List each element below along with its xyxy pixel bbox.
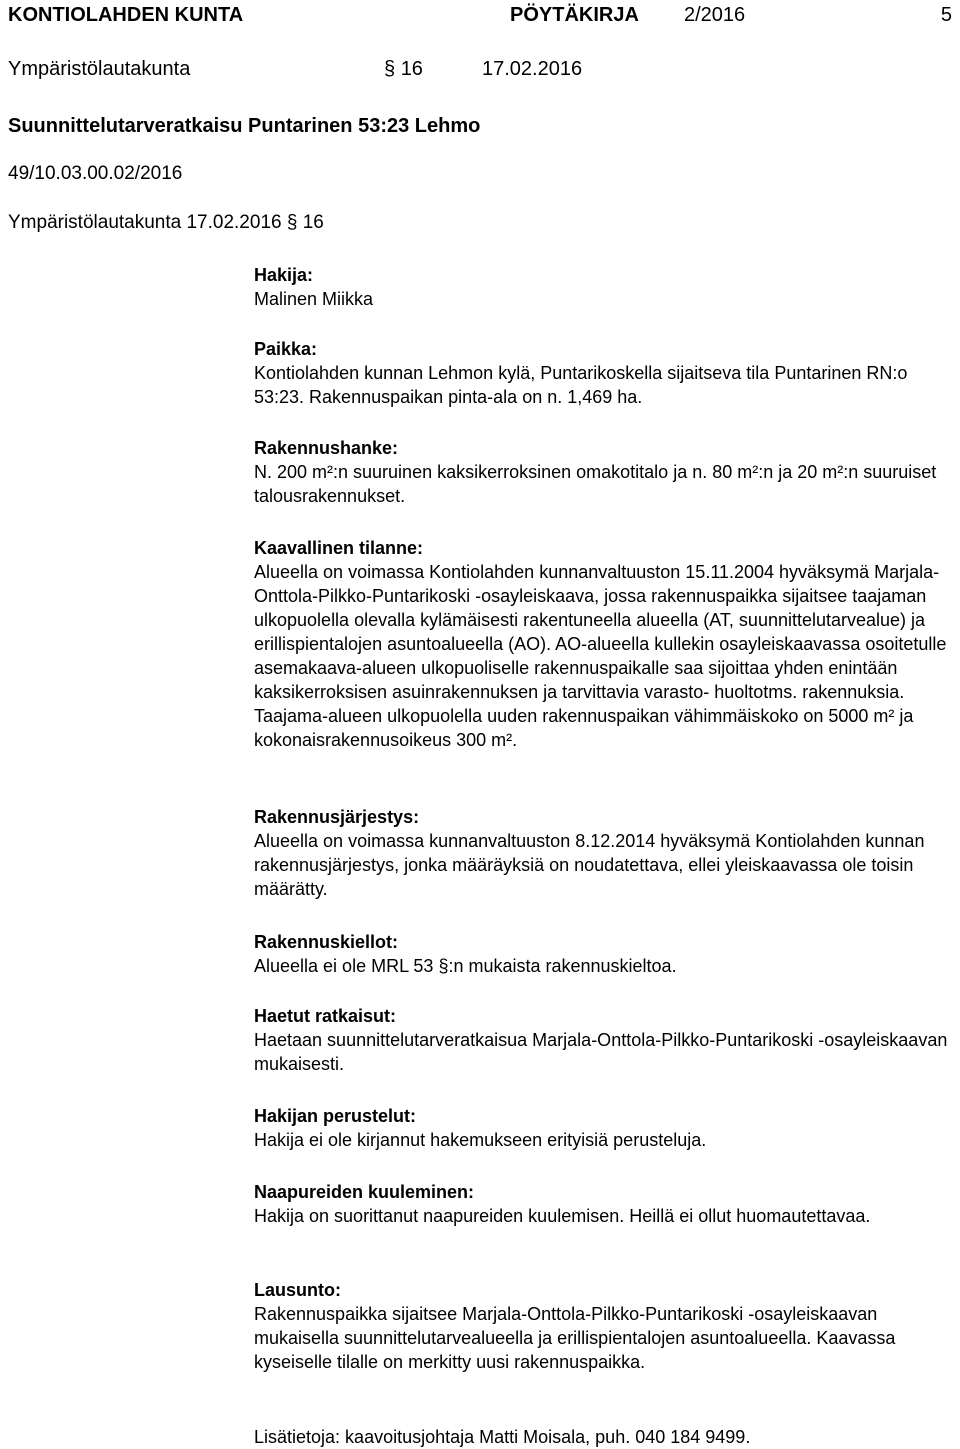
section-building-bans	[254, 930, 954, 978]
footer-contact-note	[254, 1425, 954, 1449]
section-body: Hakija ei ole kirjannut hakemukseen erityisiä perusteluja.	[254, 1130, 707, 1150]
section-heading: Kaavallinen tilanne:	[254, 538, 424, 558]
section-location	[254, 337, 954, 409]
section-requested-decisions	[254, 1004, 954, 1076]
paragraph-number: § 16	[384, 58, 423, 80]
document-type: PÖYTÄKIRJA	[510, 4, 639, 26]
section-applicant-grounds	[254, 1104, 954, 1152]
section-body: Alueella on voimassa Kontiolahden kunnanvaltuuston 15.11.2004 hyväksymä Marjala-Onttola-Pilkko-Puntarikoski -osayleiskaava, jossa rakennuspaikka sijaitsee taajaman ulkopuolella olevalla kylämäisesti rakentuneella alueella (AT, suunnittelutarvealue) ja erillispientalojen asuntoalueella (AO). AO-alueella kullekin osayleiskaavassa osoitetulle asemakaava-alueen ulkopuoliselle rakennuspaikalle saa sijoittaa yhden enintään kaksikerroksisen asuinrakennuksen ja tarvittavia varasto- huoltotms. rakennuksia. Taajama-alueen ulkopuolella uuden rakennuspaikan vähimmäiskoko on 5000 m² ja kokonaisrakennusoikeus 300 m².	[254, 562, 947, 750]
page-header	[8, 0, 952, 30]
contact-info: Lisätietoja: kaavoitusjohtaja Matti Moisala, puh. 040 184 9499.	[254, 1427, 751, 1447]
matter-title: Suunnittelutarveratkaisu Puntarinen 53:23 Lehmo	[8, 115, 481, 137]
section-zoning	[254, 536, 954, 752]
section-heading: Hakijan perustelut:	[254, 1106, 417, 1126]
document-number: 2/2016	[684, 4, 746, 26]
section-heading: Rakennuskiellot:	[254, 932, 399, 952]
section-body: Haetaan suunnittelutarveratkaisua Marjala-Onttola-Pilkko-Puntarikoski -osayleiskaavan mukaisesti.	[254, 1030, 948, 1074]
section-body: Alueella on voimassa kunnanvaltuuston 8.12.2014 hyväksymä Kontiolahden kunnan rakennusjärjestys, jonka määräyksiä on noudatettava, ellei yleiskaavassa ole toisin määrätty.	[254, 831, 925, 899]
municipality-name: KONTIOLAHDEN KUNTA	[8, 4, 244, 26]
page-number: 5	[940, 4, 952, 26]
reference-line: Ympäristölautakunta 17.02.2016 § 16	[8, 212, 324, 233]
section-applicant	[254, 263, 954, 311]
meeting-date: 17.02.2016	[482, 58, 583, 80]
board-name: Ympäristölautakunta	[8, 58, 191, 80]
case-id: 49/10.03.00.02/2016	[8, 163, 183, 184]
section-body: N. 200 m²:n suuruinen kaksikerroksinen omakotitalo ja n. 80 m²:n ja 20 m²:n suuruiset talousrakennukset.	[254, 462, 937, 506]
section-heading: Lausunto:	[254, 1280, 341, 1300]
section-statement	[254, 1278, 954, 1374]
section-heading: Naapureiden kuuleminen:	[254, 1182, 475, 1202]
section-heading: Hakija:	[254, 265, 314, 285]
section-body: Rakennuspaikka sijaitsee Marjala-Onttola-Pilkko-Puntarikoski -osayleiskaavan mukaisella suunnittelutarvealueella ja erillispientalojen asuntoalueella. Kaavassa kyseiselle tilalle on merkitty uusi rakennuspaikka.	[254, 1304, 896, 1372]
section-body: Malinen Miikka	[254, 289, 374, 309]
section-project	[254, 436, 954, 508]
section-body: Alueella ei ole MRL 53 §:n mukaista rakennuskieltoa.	[254, 956, 677, 976]
section-heading: Haetut ratkaisut:	[254, 1006, 397, 1026]
section-neighbor-hearing	[254, 1180, 954, 1228]
section-heading: Paikka:	[254, 339, 318, 359]
section-heading: Rakennushanke:	[254, 438, 399, 458]
section-body: Kontiolahden kunnan Lehmon kylä, Puntarikoskella sijaitseva tila Puntarinen RN:o 53:23. Rakennuspaikan pinta-ala on n. 1,469 ha.	[254, 363, 908, 407]
section-building-code	[254, 805, 954, 901]
section-heading: Rakennusjärjestys:	[254, 807, 420, 827]
section-body: Hakija on suorittanut naapureiden kuulemisen. Heillä ei ollut huomautettavaa.	[254, 1206, 871, 1226]
